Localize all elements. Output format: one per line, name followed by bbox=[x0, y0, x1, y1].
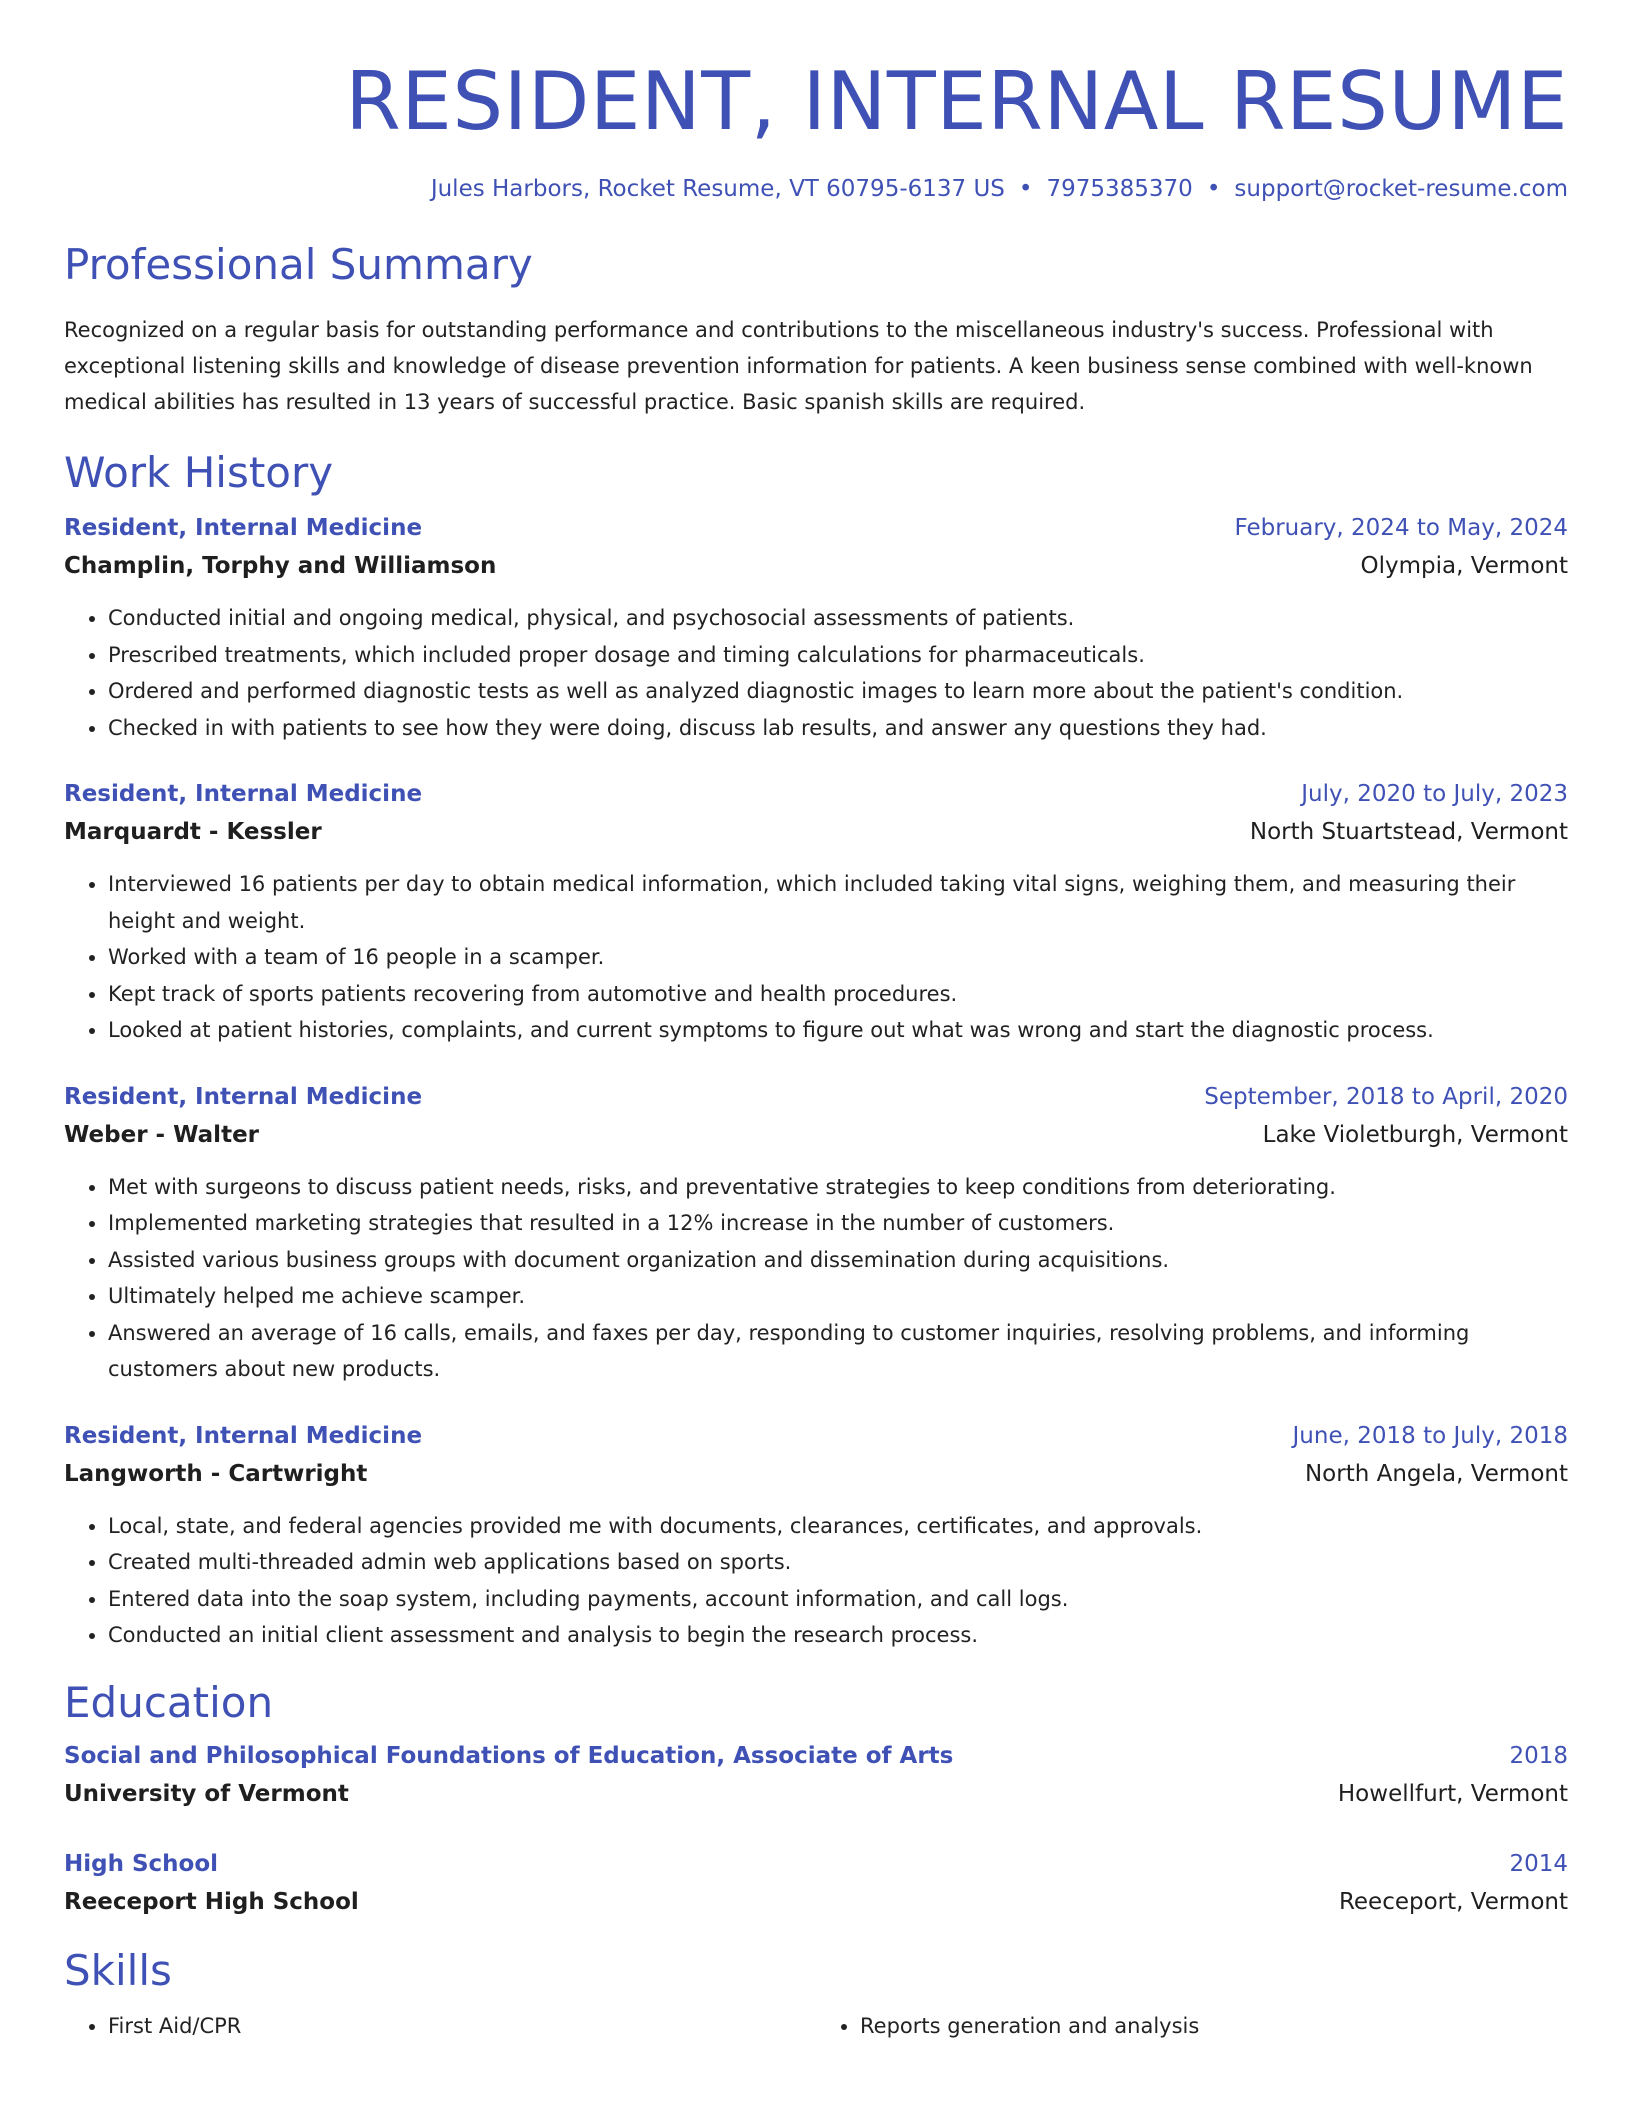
job-company: Champlin, Torphy and Williamson bbox=[64, 553, 497, 579]
job-bullets bbox=[64, 600, 1568, 746]
list-item: • Answered an average of 16 calls, emails, and faxes per day, responding to customer inquiries, resolving problems, and informing customers about new products. bbox=[108, 1315, 1568, 1388]
job-header bbox=[64, 1079, 1568, 1115]
list-item: • First Aid/CPR bbox=[108, 2008, 816, 2044]
job-subheader bbox=[64, 546, 1568, 586]
education-year: 2014 bbox=[1509, 1850, 1568, 1877]
list-item: • Prescribed treatments, which included proper dosage and timing calculations for pharmaceuticals. bbox=[108, 637, 1568, 674]
education-degree: Social and Philosophical Foundations of Education, Associate of Arts bbox=[64, 1742, 954, 1769]
contact-phone: 7975385370 bbox=[1046, 176, 1193, 202]
education-degree: High School bbox=[64, 1850, 219, 1877]
list-item: • Met with surgeons to discuss patient needs, risks, and preventative strategies to keep conditions from deteriorating. bbox=[108, 1169, 1568, 1206]
job-dates: September, 2018 to April, 2020 bbox=[1204, 1083, 1568, 1110]
list-item: • Looked at patient histories, complaints, and current symptoms to figure out what was wrong and start the diagnostic process. bbox=[108, 1012, 1568, 1049]
contact-address: Jules Harbors, Rocket Resume, VT 60795-6137 US bbox=[430, 176, 1005, 202]
summary-text: Recognized on a regular basis for outstanding performance and contributions to the miscellaneous industry's success. Professional with exceptional listening skills and knowledge of disease prevention information for patients. A keen business sense combined with well-known medical abilities has resulted in 13 years of successful practice. Basic spanish skills are required. bbox=[64, 318, 1533, 414]
work-history-heading: Work History bbox=[64, 448, 334, 497]
education-header bbox=[64, 1738, 1568, 1774]
job-role: Resident, Internal Medicine bbox=[64, 781, 423, 807]
job-location: Lake Violetburgh, Vermont bbox=[1262, 1121, 1568, 1148]
job-bullets bbox=[64, 1508, 1568, 1654]
education-entry bbox=[64, 1738, 1568, 1814]
education-subheader bbox=[64, 1774, 1568, 1814]
job-header bbox=[64, 1418, 1568, 1454]
resume-page bbox=[64, 0, 1568, 2044]
skills-column-left bbox=[64, 2008, 816, 2044]
list-item: • Reports generation and analysis bbox=[860, 2008, 1568, 2044]
job-entry bbox=[64, 1418, 1568, 1654]
job-header bbox=[64, 510, 1568, 546]
job-bullets bbox=[64, 1169, 1568, 1388]
job-entry bbox=[64, 510, 1568, 746]
list-item: • Kept track of sports patients recovering from automotive and health procedures. bbox=[108, 976, 1568, 1013]
skills-list bbox=[64, 2008, 1568, 2044]
job-header bbox=[64, 776, 1568, 812]
list-item: • Implemented marketing strategies that resulted in a 12% increase in the number of customers. bbox=[108, 1205, 1568, 1242]
education-header bbox=[64, 1846, 1568, 1882]
job-role: Resident, Internal Medicine bbox=[64, 1083, 423, 1110]
job-subheader bbox=[64, 1115, 1568, 1155]
contact-line bbox=[64, 174, 1568, 204]
list-item: • Assisted various business groups with document organization and dissemination during acquisitions. bbox=[108, 1242, 1568, 1279]
education-location: Howellfurt, Vermont bbox=[1337, 1780, 1568, 1807]
education-year: 2018 bbox=[1509, 1742, 1568, 1769]
job-company: Langworth - Cartwright bbox=[64, 1460, 368, 1487]
job-bullets bbox=[64, 866, 1568, 1049]
job-dates: February, 2024 to May, 2024 bbox=[1234, 515, 1568, 541]
list-item: • Conducted initial and ongoing medical, physical, and psychosocial assessments of patients. bbox=[108, 600, 1568, 637]
job-role: Resident, Internal Medicine bbox=[64, 515, 423, 541]
contact-separator: • bbox=[1018, 176, 1033, 202]
job-subheader bbox=[64, 1454, 1568, 1494]
job-company: Marquardt - Kessler bbox=[64, 819, 322, 845]
education-school: University of Vermont bbox=[64, 1780, 349, 1807]
skills-heading: Skills bbox=[64, 1945, 172, 1995]
job-dates: July, 2020 to July, 2023 bbox=[1301, 781, 1568, 807]
list-item: • Conducted an initial client assessment and analysis to begin the research process. bbox=[108, 1617, 1568, 1654]
list-item: • Created multi-threaded admin web applications based on sports. bbox=[108, 1544, 1568, 1581]
job-entry bbox=[64, 776, 1568, 1049]
skills-column-right bbox=[816, 2008, 1568, 2044]
resume-header bbox=[64, 0, 1568, 204]
job-subheader bbox=[64, 812, 1568, 852]
resume-title: RESIDENT, INTERNAL RESUME bbox=[345, 55, 1568, 148]
list-item: • Worked with a team of 16 people in a scamper. bbox=[108, 939, 1568, 976]
list-item: • Checked in with patients to see how they were doing, discuss lab results, and answer any questions they had. bbox=[108, 710, 1568, 747]
education-school: Reeceport High School bbox=[64, 1888, 359, 1915]
list-item: • Ultimately helped me achieve scamper. bbox=[108, 1278, 1568, 1315]
job-location: North Angela, Vermont bbox=[1304, 1460, 1568, 1487]
list-item: • Ordered and performed diagnostic tests as well as analyzed diagnostic images to learn more about the patient's condition. bbox=[108, 673, 1568, 710]
education-location: Reeceport, Vermont bbox=[1338, 1888, 1568, 1915]
job-company: Weber - Walter bbox=[64, 1121, 260, 1148]
contact-separator: • bbox=[1206, 176, 1221, 202]
summary-heading: Professional Summary bbox=[64, 240, 533, 289]
contact-email[interactable]: support@rocket-resume.com bbox=[1234, 176, 1568, 202]
job-location: North Stuartstead, Vermont bbox=[1249, 819, 1568, 845]
job-entry bbox=[64, 1079, 1568, 1388]
education-heading: Education bbox=[64, 1677, 274, 1727]
list-item: • Interviewed 16 patients per day to obtain medical information, which included taking vital signs, weighing them, and measuring their height and weight. bbox=[108, 866, 1568, 939]
education-subheader bbox=[64, 1882, 1568, 1922]
job-location: Olympia, Vermont bbox=[1360, 553, 1568, 579]
education-entry bbox=[64, 1846, 1568, 1922]
job-dates: June, 2018 to July, 2018 bbox=[1292, 1422, 1568, 1449]
list-item: • Entered data into the soap system, including payments, account information, and call logs. bbox=[108, 1581, 1568, 1618]
list-item: • Local, state, and federal agencies provided me with documents, clearances, certificates, and approvals. bbox=[108, 1508, 1568, 1545]
job-role: Resident, Internal Medicine bbox=[64, 1422, 423, 1449]
